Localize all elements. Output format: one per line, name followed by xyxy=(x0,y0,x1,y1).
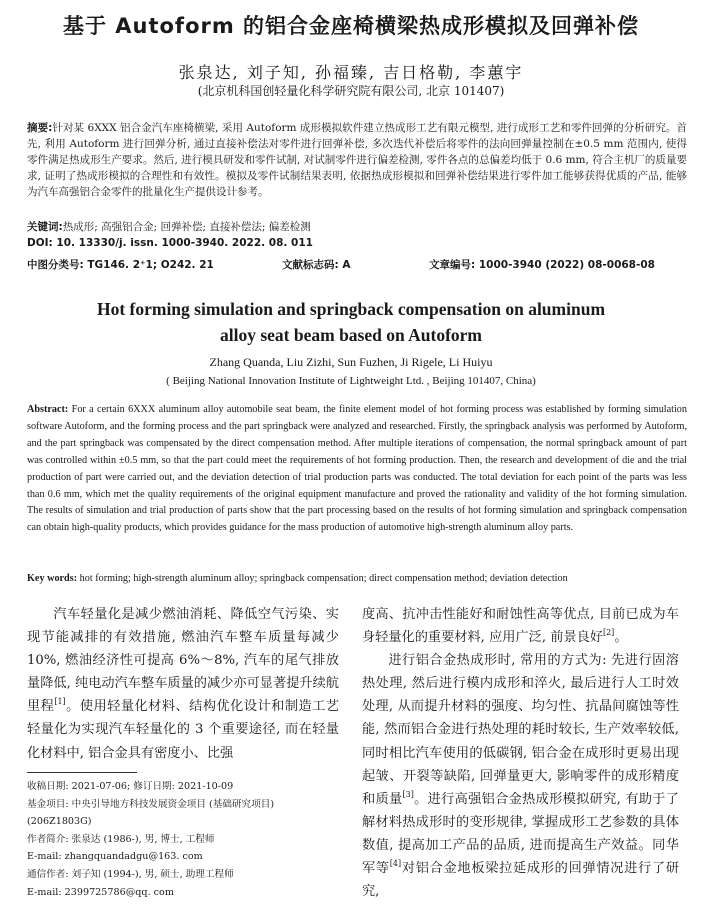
body-paragraph xyxy=(362,649,679,903)
keywords-chinese xyxy=(27,219,687,234)
document-code: 文献标志码: A xyxy=(282,259,351,271)
body-text: 。 xyxy=(614,630,628,646)
author-bio: 作者简介: 张泉达 (1986-), 男, 博士, 工程师 xyxy=(27,833,215,845)
citation-ref: [3] xyxy=(402,789,414,799)
keywords-label-english: Key words: xyxy=(27,573,78,584)
citation-ref: [4] xyxy=(389,859,402,869)
fund-code: (206Z1803G) xyxy=(27,816,92,828)
abstract-label-chinese: 摘要: xyxy=(27,122,53,134)
body-text: 对铝合金地板梁拉延成形的回弹情况进行了研究, xyxy=(362,861,680,900)
body-text: 。使用轻量化材料、结构优化设计和制造工艺轻量化为实现汽车轻量化的 3 个重要途径, 而在轻量化材料中, 铝合金具有密度小、比强 xyxy=(27,699,340,761)
fund-info: 基金项目: 中央引导地方科技发展资金项目 (基础研究项目) xyxy=(27,798,275,810)
citation-ref: [1] xyxy=(54,697,66,707)
abstract-text-chinese: 针对某 6XXX 铝合金汽车座椅横梁, 采用 Autoform 成形模拟软件建立热成形工艺有限元模型, 进行成形工艺和零件回弹的分析研究。首先, 利用 Autoform 进行回弹分析, 通过直接补偿法对零件进行回弹补偿, 多次迭代补偿后将零件的法向回弹量控制在±0.5 mm 范围内, 使得零件满足热成形生产要求。然后, 进行模具研发和零件试制, 对试制零件进行偏差检测, 零件各点的总偏差均低于 0.6 mm, 符合主机厂的质量要求, 证明了热成形模拟的合理性和有效性。模拟及零件试制结果表明, 依据热成形模拟和回弹补偿结果进行零件加工能够获得优质的产品, 能够为汽车高强铝合金零件的批量化生产提供设计参考。 xyxy=(27,122,688,198)
article-number: 文章编号: 1000-3940 (2022) 08-0068-08 xyxy=(429,259,655,271)
title-english xyxy=(0,296,702,348)
authors-english: Zhang Quanda, Liu Zizhi, Sun Fuzhen, Ji Rigele, Li Huiyu xyxy=(209,355,493,369)
doi-line: DOI: 10. 13330/j. issn. 1000-3940. 2022. 08. 011 xyxy=(27,237,313,249)
corresponding-author: 通信作者: 刘子知 (1994-), 男, 硕士, 助理工程师 xyxy=(27,868,234,880)
body-text: 进行铝合金热成形时, 常用的方式为: 先进行固溶热处理, 然后进行模内成形和淬火, 最后进行人工时效处理, 从而提升材料的强度、均匀性、抗晶间腐蚀等性能, 然而铝合金进行热处理的耗时较长, 生产效率较低, 同时相比汽车使用的低碳钢, 铝合金在成形时更易出现起皱、开裂等缺陷, 回弹量更大, 影响零件的成形精度和质量 xyxy=(362,653,679,807)
footnote-rule xyxy=(27,772,137,773)
citation-ref: [2] xyxy=(602,628,615,638)
author-email: E-mail: zhangquandadgu@163. com xyxy=(27,851,203,863)
body-text: 度高、抗冲击性能好和耐蚀性高等优点, 目前已成为车身轻量化的重要材料, 应用广泛, 前景良好 xyxy=(362,607,679,646)
body-column-left xyxy=(27,603,339,765)
title-english-line2: alloy seat beam based on Autoform xyxy=(219,325,482,345)
body-column-right xyxy=(362,603,679,903)
footnotes xyxy=(27,778,339,901)
body-paragraph xyxy=(362,603,679,649)
keywords-english xyxy=(27,573,687,584)
body-paragraph xyxy=(27,603,339,765)
abstract-english xyxy=(27,402,687,537)
affiliation-english: ( Beijing National Innovation Institute of Lightweight Ltd. , Beijing 101407, China) xyxy=(166,375,536,387)
corresponding-email: E-mail: 2399725786@qq. com xyxy=(27,886,174,898)
title-chinese: 基于 Autoform 的铝合金座椅横梁热成形模拟及回弹补偿 xyxy=(62,14,640,38)
affiliation-chinese: (北京机科国创轻量化科学研究院有限公司, 北京 101407) xyxy=(197,84,505,98)
abstract-text-english: For a certain 6XXX aluminum alloy automobile seat beam, the finite element model of hot forming process was established by forming simulation software Autoform, and the forming process and the part springback were analyzed and researched. Firstly, the springback analysis was performed by Autoform, and the part springback was compensated by the direct compensation method. After multiple iterations of compensation, the normal springback amount of part was controlled within ±0.5 mm, so that the part could meet the requirements of hot forming production. Then, the research and development of die and the trial production of part were carried out, and the deviation detection of trial production parts was conducted. The total deviation for each point of the parts was less than 0.6 mm, which met the quality requirements of the original equipment manufacture and proved the rationality and validity of the hot forming simulation. The results of simulation and trial production of parts show that the part processing based on the results of hot forming simulation and springback compensation can obtain high-quality products, which provides guidance for the mass production of automotive high-strength aluminum alloy parts. xyxy=(27,404,687,534)
keywords-text-english: hot forming; high-strength aluminum alloy; springback compensation; direct compensation method; deviation detection xyxy=(79,573,568,584)
body-text: 。进行高强铝合金热成形模拟研究, 有助于了解材料热成形时的变形规律, 掌握成形工艺参数的具体数值, 提高加工产品的品质, 进而提高生产效益。同华军等 xyxy=(362,791,679,877)
abstract-label-english: Abstract: xyxy=(27,404,69,415)
authors-chinese: 张泉达, 刘子知, 孙福臻, 吉日格勒, 李蕙宇 xyxy=(178,63,524,82)
abstract-chinese xyxy=(27,120,687,200)
title-english-line1: Hot forming simulation and springback compensation on aluminum xyxy=(96,299,606,319)
clc-number: 中图分类号: TG146. 2⁺1; O242. 21 xyxy=(27,259,214,271)
body-text: 汽车轻量化是减少燃油消耗、降低空气污染、实现节能减排的有效措施, 燃油汽车整车质量每减少 10%, 燃油经济性可提高 6%～8%, 汽车的尾气排放量降低, 纯电动汽车整车质量的减少亦可显著提升续航里程 xyxy=(27,607,339,715)
keywords-text-chinese: 热成形; 高强铝合金; 回弹补偿; 直接补偿法; 偏差检测 xyxy=(62,221,311,233)
keywords-label-chinese: 关键词: xyxy=(27,221,63,233)
received-date: 收稿日期: 2021-07-06; 修订日期: 2021-10-09 xyxy=(27,781,234,792)
